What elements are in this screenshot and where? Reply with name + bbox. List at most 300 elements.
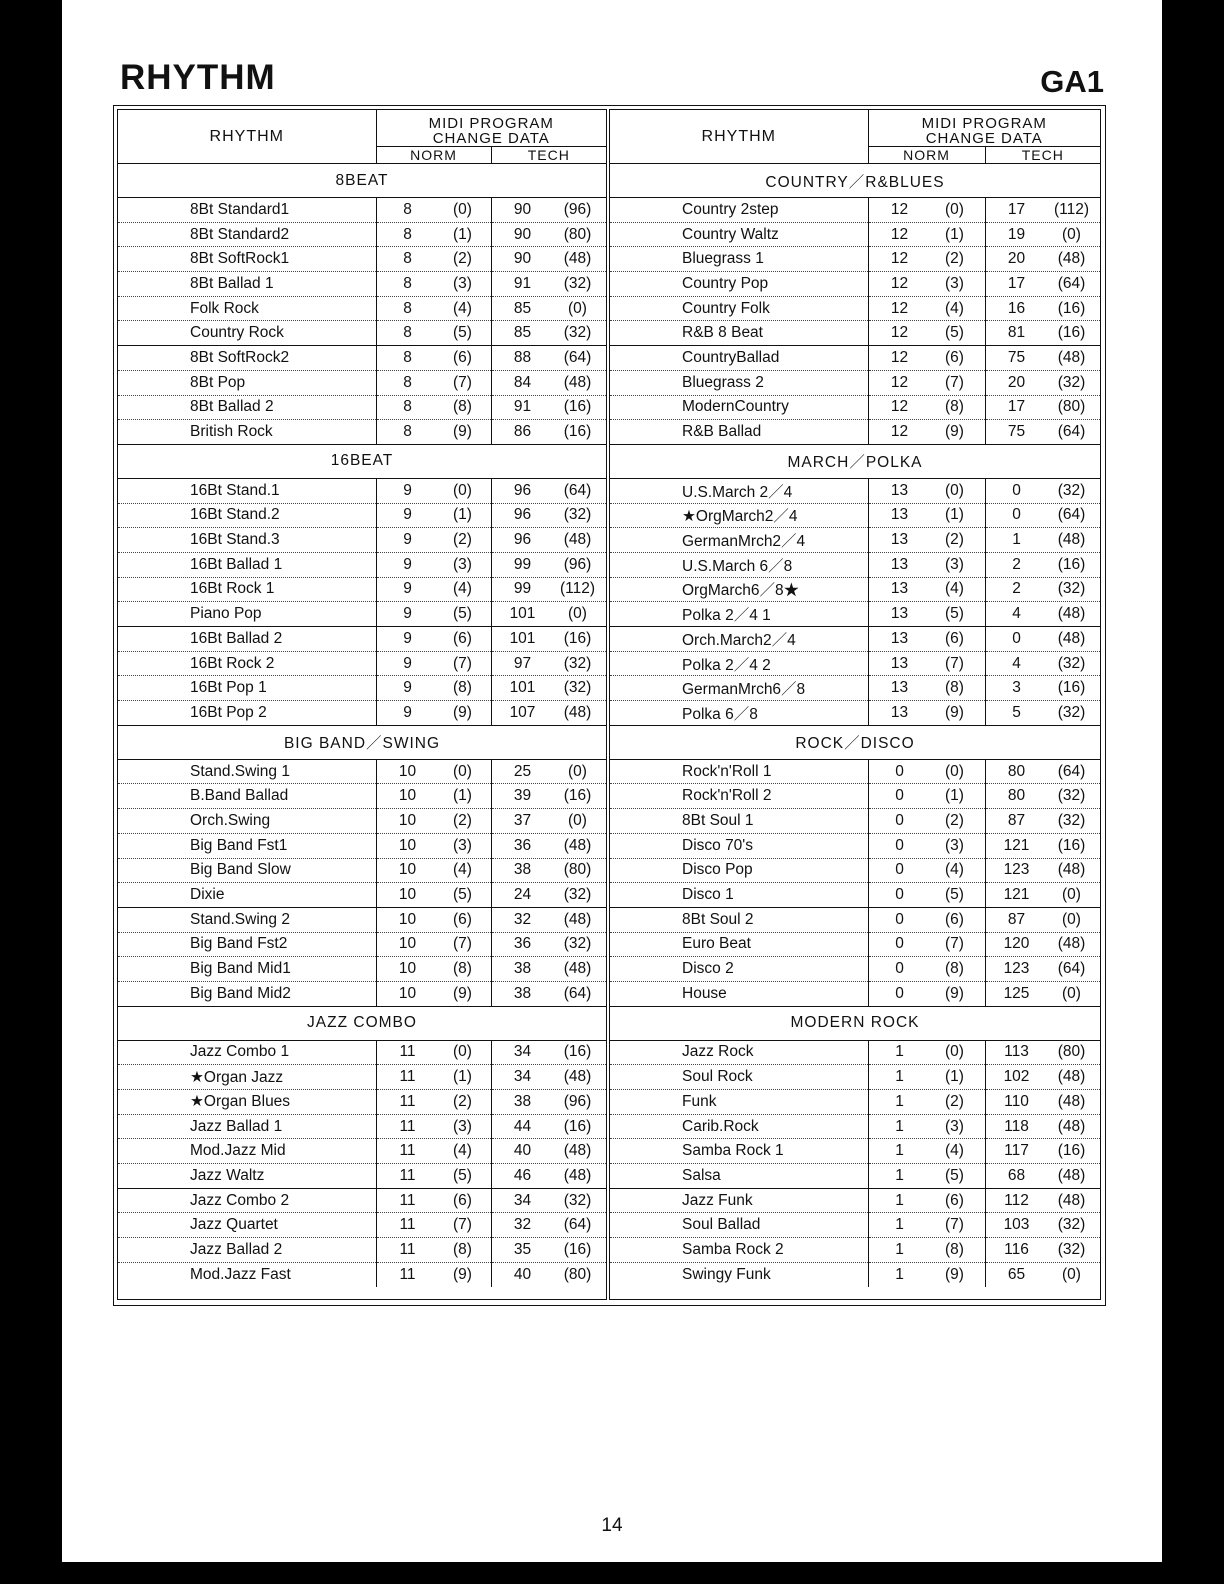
norm-value — [868, 1213, 985, 1238]
tech-value — [985, 1090, 1100, 1115]
section-title: BIG BAND／SWING — [118, 725, 606, 759]
norm-value — [376, 627, 491, 652]
rhythm-table-right — [610, 110, 1100, 1287]
rhythm-name: 16Bt Pop 1 — [118, 676, 376, 701]
table-row — [610, 784, 1100, 809]
norm-sub: (9) — [945, 984, 964, 1002]
norm-number: 11 — [399, 1092, 416, 1110]
norm-pair — [377, 627, 491, 651]
norm-sub: (7) — [453, 935, 472, 953]
norm-number: 9 — [403, 531, 412, 549]
tech-sub: (16) — [1057, 1142, 1086, 1160]
table-row — [118, 1164, 606, 1189]
norm-value — [376, 552, 491, 577]
norm-number: 12 — [890, 299, 909, 317]
tech-value — [491, 395, 606, 420]
tech-pair — [986, 1164, 1101, 1188]
table-row — [118, 1065, 606, 1090]
tech-sub: (16) — [563, 1117, 592, 1135]
tech-sub: (80) — [1057, 1043, 1086, 1061]
norm-pair — [377, 321, 491, 345]
norm-pair — [377, 553, 491, 577]
norm-pair — [377, 982, 491, 1006]
norm-value — [376, 1114, 491, 1139]
tech-pair — [986, 883, 1101, 907]
norm-sub: (1) — [453, 787, 472, 805]
tech-sub: (16) — [1057, 299, 1086, 317]
tech-sub: (64) — [1057, 274, 1086, 292]
tech-number: 103 — [1003, 1216, 1030, 1234]
norm-value — [868, 651, 985, 676]
tech-number: 75 — [1007, 423, 1026, 441]
midi-header-line1: MIDI PROGRAM — [921, 115, 1047, 132]
norm-number: 10 — [398, 886, 417, 904]
norm-sub: (6) — [945, 348, 964, 366]
tech-pair — [986, 578, 1101, 602]
norm-value — [376, 809, 491, 834]
table-row — [610, 981, 1100, 1006]
tech-pair — [492, 933, 607, 957]
rhythm-name: Country Waltz — [610, 222, 868, 247]
norm-number: 12 — [890, 423, 909, 441]
table-row — [118, 198, 606, 223]
tech-pair — [986, 760, 1101, 784]
rhythm-name: Orch.March2／4 — [610, 627, 868, 652]
norm-pair — [377, 1189, 491, 1213]
rhythm-name: GermanMrch6／8 — [610, 676, 868, 701]
tech-pair — [986, 371, 1101, 395]
norm-number: 1 — [895, 1216, 904, 1234]
tech-sub: (0) — [568, 811, 587, 829]
norm-number: 13 — [890, 629, 909, 647]
tech-number: 38 — [513, 984, 532, 1002]
tech-pair — [986, 346, 1101, 370]
norm-value — [868, 478, 985, 503]
tech-pair — [986, 908, 1101, 932]
tech-number: 34 — [513, 1191, 532, 1209]
rhythm-name: Funk — [610, 1090, 868, 1115]
rhythm-name: U.S.March 6／8 — [610, 552, 868, 577]
norm-pair — [377, 1115, 491, 1139]
rhythm-name: Country Pop — [610, 272, 868, 297]
rhythm-name: Disco 2 — [610, 957, 868, 982]
norm-pair — [869, 809, 985, 833]
rhythm-name: Orch.Swing — [118, 809, 376, 834]
rhythm-name: Swingy Funk — [610, 1262, 868, 1286]
norm-number: 13 — [890, 531, 909, 549]
table-row — [118, 346, 606, 371]
tech-number: 84 — [513, 373, 532, 391]
norm-value — [376, 420, 491, 445]
norm-number: 8 — [403, 274, 412, 292]
tech-sub: (64) — [1057, 506, 1086, 524]
norm-number: 1 — [895, 1092, 904, 1110]
norm-pair — [869, 834, 985, 858]
norm-number: 10 — [398, 910, 417, 928]
tech-pair — [986, 1115, 1101, 1139]
table-row — [610, 701, 1100, 726]
norm-number: 0 — [895, 811, 904, 829]
tech-number: 75 — [1007, 348, 1026, 366]
norm-sub: (4) — [453, 299, 472, 317]
tech-pair — [986, 957, 1101, 981]
tech-pair — [986, 297, 1101, 321]
tech-value — [985, 809, 1100, 834]
norm-number: 13 — [890, 703, 909, 721]
norm-number: 1 — [895, 1265, 904, 1283]
table-row — [118, 247, 606, 272]
norm-pair — [377, 933, 491, 957]
tech-sub: (48) — [1057, 861, 1086, 879]
tech-pair — [492, 272, 607, 296]
tech-value — [985, 701, 1100, 726]
table-row — [118, 1262, 606, 1286]
norm-value — [868, 1090, 985, 1115]
tech-value — [985, 651, 1100, 676]
tech-pair — [492, 1115, 607, 1139]
norm-value — [376, 395, 491, 420]
norm-pair — [377, 908, 491, 932]
tech-number: 36 — [513, 836, 532, 854]
tech-value — [491, 370, 606, 395]
norm-value — [376, 478, 491, 503]
rhythm-name: CountryBallad — [610, 346, 868, 371]
tech-number: 81 — [1007, 324, 1026, 342]
tech-sub: (32) — [1057, 787, 1086, 805]
tech-pair — [986, 982, 1101, 1006]
norm-pair — [869, 504, 985, 528]
norm-number: 10 — [398, 836, 417, 854]
norm-value — [376, 932, 491, 957]
tech-number: 4 — [1012, 605, 1021, 623]
tech-sub: (48) — [563, 1068, 592, 1086]
table-row — [118, 577, 606, 602]
table-row — [118, 1114, 606, 1139]
tech-number: 96 — [513, 506, 532, 524]
norm-number: 8 — [403, 250, 412, 268]
tech-sub: (0) — [1062, 984, 1081, 1002]
rhythm-name: Dixie — [118, 883, 376, 908]
norm-value — [376, 883, 491, 908]
tech-sub: (0) — [568, 605, 587, 623]
tech-sub: (32) — [563, 324, 592, 342]
norm-number: 8 — [403, 200, 412, 218]
tech-pair — [492, 908, 607, 932]
table-row — [118, 222, 606, 247]
tech-sub: (48) — [1057, 1191, 1086, 1209]
norm-pair — [377, 1065, 491, 1089]
tech-value — [491, 222, 606, 247]
norm-sub: (9) — [453, 423, 472, 441]
norm-number: 0 — [895, 935, 904, 953]
norm-sub: (8) — [945, 679, 964, 697]
tech-number: 20 — [1007, 250, 1026, 268]
tech-sub: (32) — [1057, 1216, 1086, 1234]
tech-number: 38 — [513, 960, 532, 978]
tech-number: 38 — [513, 1092, 532, 1110]
norm-header: NORM — [376, 147, 491, 164]
norm-value — [376, 676, 491, 701]
norm-number: 12 — [890, 324, 909, 342]
norm-pair — [869, 420, 985, 444]
rhythm-name: Jazz Ballad 1 — [118, 1114, 376, 1139]
tech-value — [985, 577, 1100, 602]
norm-number: 1 — [895, 1191, 904, 1209]
tech-value — [491, 272, 606, 297]
table-row — [610, 651, 1100, 676]
rhythm-name: Polka 2／4 1 — [610, 602, 868, 627]
norm-sub: (9) — [453, 984, 472, 1002]
norm-pair — [377, 834, 491, 858]
tech-value — [985, 1238, 1100, 1263]
norm-value — [868, 981, 985, 1006]
document-page — [62, 0, 1162, 1562]
table-row — [118, 1090, 606, 1115]
norm-pair — [377, 247, 491, 271]
tech-number: 120 — [1003, 935, 1030, 953]
table-row — [610, 321, 1100, 346]
tech-value — [491, 651, 606, 676]
tech-number: 90 — [513, 200, 532, 218]
rhythm-name: Rock'n'Roll 2 — [610, 784, 868, 809]
tech-value — [491, 676, 606, 701]
norm-sub: (9) — [453, 703, 472, 721]
tech-number: 68 — [1007, 1166, 1026, 1184]
tech-value — [491, 701, 606, 726]
tech-value — [985, 503, 1100, 528]
tech-value — [491, 321, 606, 346]
table-row — [118, 676, 606, 701]
tech-number: 125 — [1003, 984, 1030, 1002]
tech-sub: (16) — [1057, 836, 1086, 854]
tech-number: 0 — [1012, 506, 1021, 524]
rhythm-name: British Rock — [118, 420, 376, 445]
header-row — [118, 110, 606, 147]
tech-number: 96 — [513, 481, 532, 499]
tech-number: 88 — [513, 348, 532, 366]
norm-pair — [869, 957, 985, 981]
tech-number: 87 — [1007, 811, 1026, 829]
tech-pair — [986, 396, 1101, 420]
norm-number: 11 — [399, 1191, 416, 1209]
section-title: COUNTRY／R&BLUES — [610, 164, 1100, 198]
tech-value — [985, 1065, 1100, 1090]
norm-value — [868, 907, 985, 932]
table-row — [118, 784, 606, 809]
tech-sub: (48) — [1057, 531, 1086, 549]
norm-sub: (0) — [453, 1043, 472, 1061]
norm-pair — [869, 1139, 985, 1163]
table-row — [118, 809, 606, 834]
tech-pair — [986, 701, 1101, 725]
norm-sub: (2) — [453, 531, 472, 549]
tech-pair — [492, 223, 607, 247]
section-title: 8BEAT — [118, 164, 606, 198]
norm-value — [868, 784, 985, 809]
norm-value — [376, 858, 491, 883]
tech-value — [985, 198, 1100, 223]
tech-pair — [492, 784, 607, 808]
tech-pair — [492, 504, 607, 528]
table-row — [118, 1139, 606, 1164]
norm-number: 12 — [890, 225, 909, 243]
tech-sub: (48) — [1057, 1068, 1086, 1086]
norm-value — [868, 247, 985, 272]
norm-number: 0 — [895, 762, 904, 780]
midi-header-line1: MIDI PROGRAM — [428, 115, 554, 132]
norm-sub: (5) — [453, 605, 472, 623]
norm-value — [868, 503, 985, 528]
norm-value — [868, 370, 985, 395]
norm-pair — [869, 982, 985, 1006]
tech-value — [491, 577, 606, 602]
tech-value — [985, 1262, 1100, 1286]
tech-value — [985, 222, 1100, 247]
tech-value — [985, 957, 1100, 982]
table-row — [118, 981, 606, 1006]
table-row — [118, 321, 606, 346]
norm-number: 13 — [890, 679, 909, 697]
norm-pair — [377, 504, 491, 528]
norm-number: 0 — [895, 886, 904, 904]
tech-sub: (112) — [1053, 200, 1090, 218]
tech-value — [985, 272, 1100, 297]
norm-pair — [869, 371, 985, 395]
tech-value — [491, 1114, 606, 1139]
tech-number: 80 — [1007, 762, 1026, 780]
tech-pair — [492, 701, 607, 725]
tech-sub: (32) — [1057, 654, 1086, 672]
norm-value — [868, 883, 985, 908]
rhythm-name: 8Bt Standard2 — [118, 222, 376, 247]
tech-number: 44 — [513, 1117, 532, 1135]
section-header-row — [610, 725, 1100, 759]
tech-pair — [492, 346, 607, 370]
norm-pair — [377, 883, 491, 907]
table-row — [610, 247, 1100, 272]
tech-value — [491, 759, 606, 784]
norm-number: 11 — [399, 1265, 416, 1283]
tech-sub: (0) — [1062, 225, 1081, 243]
tech-number: 1 — [1012, 531, 1021, 549]
rhythm-name: 16Bt Rock 2 — [118, 651, 376, 676]
rhythm-name: 8Bt SoftRock2 — [118, 346, 376, 371]
norm-value — [376, 957, 491, 982]
norm-sub: (6) — [453, 629, 472, 647]
tech-value — [491, 981, 606, 1006]
norm-number: 1 — [895, 1068, 904, 1086]
norm-value — [868, 1188, 985, 1213]
tech-pair — [492, 1238, 607, 1262]
norm-pair — [869, 346, 985, 370]
norm-pair — [377, 809, 491, 833]
tech-pair — [492, 1090, 607, 1114]
norm-sub: (5) — [453, 886, 472, 904]
tech-pair — [492, 1263, 607, 1287]
table-row — [118, 1213, 606, 1238]
rhythm-name: Bluegrass 2 — [610, 370, 868, 395]
norm-sub: (2) — [945, 531, 964, 549]
norm-pair — [869, 933, 985, 957]
tech-value — [985, 321, 1100, 346]
rhythm-name: ★Organ Jazz — [118, 1065, 376, 1090]
tech-value — [491, 503, 606, 528]
norm-sub: (8) — [453, 679, 472, 697]
tech-sub: (112) — [559, 580, 596, 598]
norm-pair — [869, 602, 985, 626]
tech-sub: (48) — [1057, 935, 1086, 953]
right-column — [609, 109, 1101, 1300]
tech-pair — [492, 859, 607, 883]
tech-value — [985, 395, 1100, 420]
table-row — [610, 932, 1100, 957]
table-row — [118, 528, 606, 553]
tech-sub: (0) — [568, 299, 587, 317]
rhythm-name: 8Bt Pop — [118, 370, 376, 395]
norm-sub: (2) — [945, 1092, 964, 1110]
table-row — [118, 833, 606, 858]
tech-pair — [986, 504, 1101, 528]
norm-value — [868, 759, 985, 784]
norm-number: 9 — [403, 703, 412, 721]
rhythm-name: Stand.Swing 1 — [118, 759, 376, 784]
tech-sub: (32) — [1057, 1240, 1086, 1258]
norm-number: 10 — [398, 811, 417, 829]
norm-pair — [869, 1041, 985, 1065]
tech-number: 121 — [1003, 886, 1030, 904]
norm-value — [868, 833, 985, 858]
tech-sub: (32) — [1057, 703, 1086, 721]
norm-sub: (9) — [945, 1265, 964, 1283]
norm-value — [868, 1262, 985, 1286]
tech-value — [491, 602, 606, 627]
page-number: 14 — [601, 1515, 623, 1536]
tech-pair — [986, 1213, 1101, 1237]
norm-value — [376, 577, 491, 602]
norm-value — [868, 346, 985, 371]
tech-sub: (16) — [1057, 679, 1086, 697]
norm-pair — [377, 198, 491, 222]
tech-value — [985, 420, 1100, 445]
tech-pair — [986, 602, 1101, 626]
tech-pair — [986, 933, 1101, 957]
rhythm-name: 8Bt Soul 1 — [610, 809, 868, 834]
rhythm-name: Big Band Mid1 — [118, 957, 376, 982]
norm-value — [376, 1262, 491, 1286]
norm-number: 1 — [895, 1043, 904, 1061]
tech-value — [491, 1164, 606, 1189]
table-row — [610, 858, 1100, 883]
norm-sub: (3) — [945, 1117, 964, 1135]
norm-sub: (4) — [453, 861, 472, 879]
tech-sub: (48) — [1057, 1092, 1086, 1110]
tech-value — [985, 346, 1100, 371]
tech-number: 123 — [1003, 960, 1030, 978]
norm-number: 8 — [403, 299, 412, 317]
norm-sub: (4) — [945, 580, 964, 598]
tech-sub: (16) — [563, 1043, 592, 1061]
tech-pair — [986, 627, 1101, 651]
norm-pair — [869, 1238, 985, 1262]
tech-pair — [986, 528, 1101, 552]
table-row — [610, 346, 1100, 371]
norm-value — [868, 1114, 985, 1139]
rhythm-name: 8Bt SoftRock1 — [118, 247, 376, 272]
tech-sub: (48) — [563, 910, 592, 928]
tech-value — [491, 833, 606, 858]
tech-pair — [986, 809, 1101, 833]
tech-value — [491, 809, 606, 834]
